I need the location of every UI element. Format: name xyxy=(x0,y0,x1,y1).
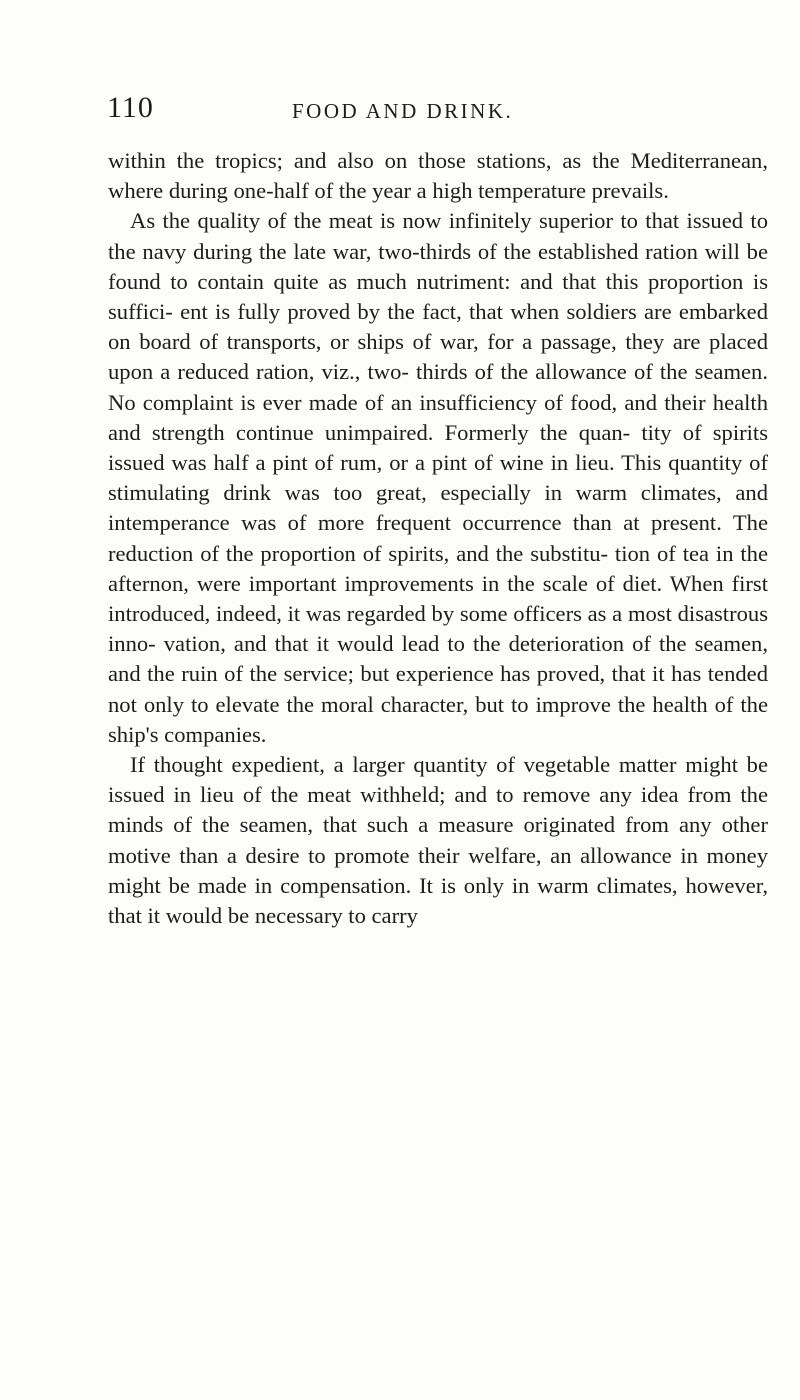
running-title: FOOD AND DRINK. xyxy=(292,99,514,123)
paragraph-continuation: within the tropics; and also on those stations, as the Mediterranean, where during one-half of the year a high temperature prevails. xyxy=(108,148,768,204)
paragraph-vegetable-matter: If thought expedient, a larger quantity of vegetable matter might be issued in lieu of the meat withheld; and to remove any idea from the minds of the seamen, that such a measure originated from any other motive than a desire to promote their welfare, an allowance in money might be made in compensation. It is only in warm climates, however, that it would be necessary to carry xyxy=(108,752,768,929)
body-text xyxy=(108,146,768,931)
page-number: 110 xyxy=(107,91,154,124)
paragraph-meat-ration: As the quality of the meat is now infinitely superior to that issued to the navy during the late war, two-thirds of the established ration will be found to contain quite as much nutriment: and that this proportion is suffici- ent is fully proved by the fact, that when soldiers are embarked on board of transports, or ships of war, for a passage, they are placed upon a reduced ration, viz., two- thirds of the allowance of the seamen. No complaint is ever made of an insufficiency of food, and their health and strength continue unimpaired. Formerly the quan- tity of spirits issued was half a pint of rum, or a pint of wine in lieu. This quantity of stimulating drink was too great, especially in warm climates, and intemperance was of more frequent occurrence than at present. The reduction of the proportion of spirits, and the substitu- tion of tea in the afternon, were important improvements in the scale of diet. When first introduced, indeed, it was regarded by some officers as a most disastrous inno- vation, and that it would lead to the deterioration of the seamen, and the ruin of the service; but experience has proved, that it has tended not only to elevate the moral character, but to improve the health of the ship's companies. xyxy=(108,208,768,747)
page-header xyxy=(107,92,767,132)
